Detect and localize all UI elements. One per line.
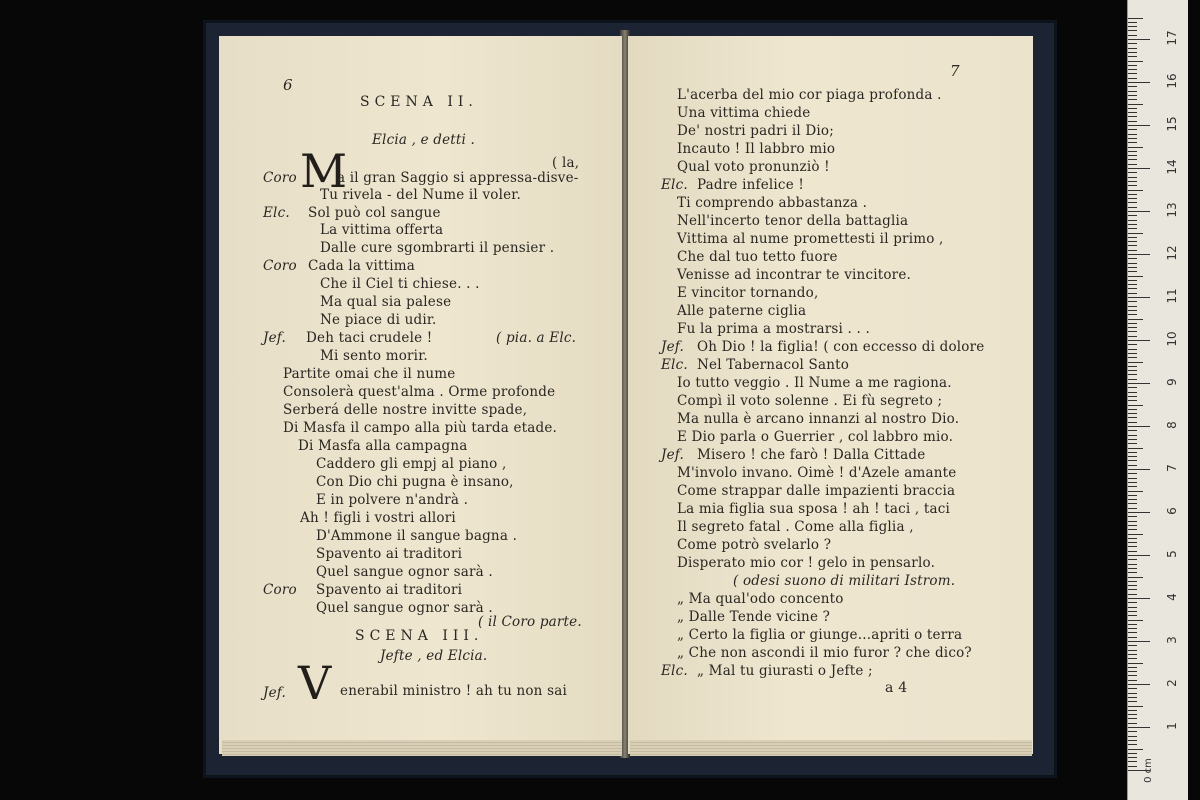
ruler-tick [1128, 254, 1150, 255]
ruler-tick [1128, 207, 1137, 208]
ruler-tick [1128, 650, 1137, 651]
ruler-tick [1128, 147, 1143, 148]
verse-line: enerabil ministro ! ah tu non sai [340, 683, 567, 699]
verse-line: Vittima al nume promettesti il primo , [677, 231, 944, 247]
ruler-tick [1128, 327, 1137, 328]
ruler-tick [1128, 233, 1143, 234]
ruler-tick [1128, 473, 1137, 474]
ruler-number: 16 [1165, 73, 1179, 89]
ruler-tick [1128, 392, 1137, 393]
verse-line: Deh taci crudele ! [306, 330, 433, 346]
ruler-tick [1128, 443, 1137, 444]
ruler-tick [1128, 680, 1137, 681]
page-edges-left [222, 740, 622, 756]
ruler-tick [1128, 409, 1137, 410]
ruler-tick [1128, 215, 1137, 216]
ruler-tick [1128, 620, 1143, 621]
ruler-tick [1128, 202, 1137, 203]
ruler-tick [1128, 69, 1137, 70]
ruler-tick [1128, 542, 1137, 543]
verse-line: ( odesi suono di militari Istrom. [733, 573, 956, 589]
ruler-tick [1128, 159, 1137, 160]
ruler-tick [1128, 602, 1137, 603]
ruler-tick [1128, 482, 1137, 483]
ruler-tick [1128, 383, 1150, 384]
scene-subtitle: Elcia , e detti . [372, 132, 476, 148]
ruler-tick [1128, 211, 1150, 212]
ruler-tick [1128, 396, 1137, 397]
ruler-tick [1128, 581, 1137, 582]
ruler-tick [1128, 134, 1137, 135]
verse-line: Misero ! che farò ! Dalla Cittade [697, 447, 926, 463]
ruler-number: 6 [1165, 507, 1179, 515]
ruler-tick [1128, 426, 1150, 427]
ruler-tick [1128, 288, 1137, 289]
verse-line: La vittima offerta [320, 222, 444, 238]
ruler-tick [1128, 512, 1150, 513]
verse-line: ( la, [552, 155, 580, 171]
ruler-tick [1128, 125, 1150, 126]
ruler-tick [1128, 245, 1137, 246]
ruler-tick [1128, 516, 1137, 517]
ruler-tick [1128, 26, 1137, 27]
ruler-tick [1128, 297, 1150, 298]
ruler-tick [1128, 637, 1137, 638]
measuring-ruler [1127, 0, 1188, 800]
ruler-tick [1128, 250, 1137, 251]
page-number-left: 6 [283, 76, 293, 94]
speaker-label: Coro [263, 582, 297, 598]
speaker-label: Elc. [661, 357, 688, 373]
ruler-tick [1128, 594, 1137, 595]
ruler-tick [1128, 465, 1137, 466]
ruler-tick [1128, 48, 1137, 49]
ruler-tick [1128, 615, 1137, 616]
ruler-tick [1128, 56, 1137, 57]
ruler-tick [1128, 91, 1137, 92]
ruler-tick [1128, 185, 1137, 186]
ruler-tick [1128, 241, 1137, 242]
ruler-tick [1128, 749, 1143, 750]
verse-line: Venisse ad incontrar te vincitore. [677, 267, 912, 283]
verse-line: Nell'incerto tenor della battaglia [677, 213, 909, 229]
ruler-tick [1128, 276, 1143, 277]
stage-direction: ( il Coro parte. [478, 614, 582, 630]
verse-line: Fu la prima a mostrarsi . . . [677, 321, 870, 337]
ruler-tick [1128, 293, 1137, 294]
speaker-label: Elc. [661, 663, 688, 679]
ruler-tick [1128, 284, 1137, 285]
ruler-tick [1128, 577, 1143, 578]
ruler-tick [1128, 374, 1137, 375]
ruler-tick [1128, 61, 1143, 62]
ruler-tick [1128, 323, 1137, 324]
ruler-tick [1128, 654, 1137, 655]
ruler-tick [1128, 78, 1137, 79]
scene-title: SCENA II. [360, 94, 478, 110]
ruler-tick [1128, 116, 1137, 117]
verse-line: M'involo invano. Oimè ! d'Azele amante [677, 465, 957, 481]
ruler-tick [1128, 706, 1143, 707]
ruler-tick [1128, 52, 1137, 53]
verse-line: Cada la vittima [308, 258, 415, 274]
ruler-tick [1128, 73, 1137, 74]
verse-line: Il segreto fatal . Come alla figlia , [677, 519, 914, 535]
stage-direction: ( pia. a Elc. [496, 330, 577, 346]
ruler-tick [1128, 499, 1137, 500]
ruler-tick [1128, 155, 1137, 156]
ruler-tick [1128, 486, 1137, 487]
ruler-tick [1128, 766, 1137, 767]
ruler-number: 11 [1165, 288, 1179, 304]
verse-line: a il gran Saggio si appressa-disve- [337, 170, 579, 186]
verse-line: Consolerà quest'alma . Orme profonde [283, 384, 556, 400]
verse-line: Con Dio chi pugna è insano, [316, 474, 514, 490]
ruler-tick [1128, 224, 1137, 225]
ruler-number: 15 [1165, 116, 1179, 132]
ruler-tick [1128, 564, 1137, 565]
ruler-tick [1128, 43, 1137, 44]
ruler-tick [1128, 301, 1137, 302]
ruler-tick [1128, 405, 1143, 406]
ruler-number: 5 [1165, 550, 1179, 558]
ruler-tick [1128, 258, 1137, 259]
ruler-tick [1128, 194, 1137, 195]
ruler-tick [1128, 697, 1137, 698]
ruler-tick [1128, 237, 1137, 238]
ruler-tick [1128, 667, 1137, 668]
ruler-tick [1128, 263, 1137, 264]
verse-line: „ Che non ascondi il mio furor ? che dico? [677, 645, 972, 661]
ruler-tick [1128, 370, 1137, 371]
ruler-tick [1128, 551, 1137, 552]
ruler-tick [1128, 95, 1137, 96]
ruler-number: 7 [1165, 464, 1179, 472]
verse-line: Come strappar dalle impazienti braccia [677, 483, 956, 499]
verse-line: Disperato mio cor ! gelo in pensarlo. [677, 555, 936, 571]
verse-line: Ma nulla è arcano innanzi al nostro Dio. [677, 411, 960, 427]
verse-line: Nel Tabernacol Santo [697, 357, 850, 373]
page-edges-right [630, 740, 1032, 756]
ruler-tick [1128, 65, 1137, 66]
ruler-tick [1128, 435, 1137, 436]
verse-line: „ Dalle Tende vicine ? [677, 609, 831, 625]
verse-line: Compì il voto solenne . Ei fù segreto ; [677, 393, 943, 409]
speaker-label: Elc. [263, 205, 290, 221]
ruler-tick [1128, 387, 1137, 388]
ruler-tick [1128, 331, 1137, 332]
ruler-tick [1128, 534, 1143, 535]
ruler-tick [1128, 675, 1137, 676]
ruler-tick [1128, 658, 1137, 659]
verse-line: Mi sento morir. [320, 348, 428, 364]
ruler-tick [1128, 701, 1137, 702]
ruler-tick [1128, 744, 1137, 745]
ruler-tick [1128, 555, 1150, 556]
ruler-tick [1128, 624, 1137, 625]
verse-line: Qual voto pronunziò ! [677, 159, 830, 175]
verse-line: Ne piace di udir. [320, 312, 437, 328]
verse-line: Quel sangue ognor sarà . [316, 564, 493, 580]
ruler-tick [1128, 572, 1137, 573]
speaker-label: Coro [263, 170, 297, 186]
ruler-tick [1128, 731, 1137, 732]
ruler-tick [1128, 693, 1137, 694]
ruler-tick [1128, 121, 1137, 122]
verse-line: Una vittima chiede [677, 105, 811, 121]
ruler-tick [1128, 142, 1137, 143]
ruler-unit: 0 cm [1142, 758, 1154, 783]
verse-line: L'acerba del mio cor piaga profonda . [677, 87, 942, 103]
ruler-tick [1128, 22, 1137, 23]
verse-line: Alle paterne ciglia [677, 303, 807, 319]
verse-line: Che il Ciel ti chiese. . . [320, 276, 480, 292]
verse-line: De' nostri padri il Dio; [677, 123, 834, 139]
verse-line: Di Masfa il campo alla più tarda etade. [283, 420, 558, 436]
ruler-number: 12 [1165, 245, 1179, 261]
ruler-tick [1128, 671, 1137, 672]
ruler-tick [1128, 645, 1137, 646]
speaker-label: Jef. [661, 447, 685, 463]
ruler-tick [1128, 172, 1137, 173]
drop-cap-v: V [298, 656, 332, 710]
ruler-tick [1128, 611, 1137, 612]
ruler-tick [1128, 757, 1137, 758]
ruler-tick [1128, 448, 1143, 449]
verse-line: Ti comprendo abbastanza . [677, 195, 868, 211]
ruler-tick [1128, 267, 1137, 268]
ruler-tick [1128, 271, 1137, 272]
verse-line: Spavento ai traditori [316, 582, 463, 598]
verse-line: Spavento ai traditori [316, 546, 463, 562]
ruler-tick [1128, 190, 1143, 191]
verse-line: „ Certo la figlia or giunge...apriti o terra [677, 627, 963, 643]
ruler-tick [1128, 598, 1150, 599]
ruler-number: 17 [1165, 30, 1179, 46]
ruler-tick [1128, 632, 1137, 633]
ruler-tick [1128, 585, 1137, 586]
verse-line: La mia figlia sua sposa ! ah ! taci , taci [677, 501, 951, 517]
verse-line: Caddero gli empj al piano , [316, 456, 507, 472]
ruler-tick [1128, 168, 1150, 169]
ruler-tick [1128, 112, 1137, 113]
ruler-tick [1128, 529, 1137, 530]
ruler-number: 8 [1165, 421, 1179, 429]
ruler-tick [1128, 108, 1137, 109]
verse-line: Sol può col sangue [308, 205, 441, 221]
ruler-tick [1128, 628, 1137, 629]
ruler-tick [1128, 568, 1137, 569]
verse-line: D'Ammone il sangue bagna . [316, 528, 518, 544]
ruler-tick [1128, 314, 1137, 315]
ruler-tick [1128, 723, 1137, 724]
ruler-tick [1128, 86, 1137, 87]
ruler-tick [1128, 39, 1150, 40]
verse-line: Ma qual sia palese [320, 294, 452, 310]
ruler-tick [1128, 491, 1143, 492]
ruler-tick [1128, 422, 1137, 423]
verse-line: Serberá delle nostre invitte spade, [283, 402, 528, 418]
ruler-tick [1128, 589, 1137, 590]
verse-line: Di Masfa alla campagna [298, 438, 468, 454]
ruler-tick [1128, 736, 1137, 737]
ruler-tick [1128, 710, 1137, 711]
verse-line: Dalle cure sgombrarti il pensier . [320, 240, 555, 256]
ruler-tick [1128, 336, 1137, 337]
ruler-tick [1128, 538, 1137, 539]
ruler-tick [1128, 559, 1137, 560]
ruler-tick [1128, 460, 1137, 461]
ruler-tick [1128, 740, 1137, 741]
ruler-tick [1128, 164, 1137, 165]
speaker-label: Coro [263, 258, 297, 274]
ruler-tick [1128, 362, 1143, 363]
ruler-number: 4 [1165, 593, 1179, 601]
speaker-label: Jef. [661, 339, 685, 355]
ruler-tick [1128, 18, 1143, 19]
verse-line: Io tutto veggio . Il Nume a me ragiona. [677, 375, 952, 391]
ruler-tick [1128, 379, 1137, 380]
signature-mark: a 4 [885, 680, 908, 696]
speaker-label: Elc. [661, 177, 688, 193]
ruler-tick [1128, 688, 1137, 689]
scene-title: SCENA III. [355, 628, 484, 644]
ruler-tick [1128, 607, 1137, 608]
ruler-tick [1128, 104, 1143, 105]
ruler-tick [1128, 30, 1137, 31]
ruler-tick [1128, 82, 1150, 83]
verse-line: Quel sangue ognor sarà . [316, 600, 493, 616]
ruler-tick [1128, 280, 1137, 281]
ruler-tick [1128, 151, 1137, 152]
ruler-tick [1128, 521, 1137, 522]
ruler-number: 3 [1165, 636, 1179, 644]
verse-line: E vincitor tornando, [677, 285, 819, 301]
ruler-tick [1128, 430, 1137, 431]
ruler-tick [1128, 714, 1137, 715]
ruler-tick [1128, 353, 1137, 354]
drop-cap-m: M [300, 144, 348, 198]
verse-line: Tu rivela - del Nume il voler. [320, 187, 521, 203]
verse-line: Partite omai che il nume [283, 366, 456, 382]
ruler-tick [1128, 319, 1143, 320]
ruler-tick [1128, 684, 1150, 685]
ruler-number: 13 [1165, 202, 1179, 218]
ruler-tick [1128, 727, 1150, 728]
ruler-tick [1128, 181, 1137, 182]
ruler-tick [1128, 220, 1137, 221]
verse-line: Come potrò svelarlo ? [677, 537, 832, 553]
ruler-tick [1128, 456, 1137, 457]
ruler-tick [1128, 641, 1150, 642]
ruler-tick [1128, 228, 1137, 229]
ruler-tick [1128, 366, 1137, 367]
ruler-tick [1128, 508, 1137, 509]
ruler-tick [1128, 340, 1150, 341]
verse-line: Incauto ! Il labbro mio [677, 141, 836, 157]
ruler-tick [1128, 138, 1137, 139]
verse-line: E in polvere n'andrà . [316, 492, 469, 508]
ruler-tick [1128, 129, 1137, 130]
speaker-label: Jef. [263, 330, 287, 346]
ruler-tick [1128, 452, 1137, 453]
ruler-tick [1128, 503, 1137, 504]
verse-line: „ Mal tu giurasti o Jefte ; [697, 663, 873, 679]
ruler-tick [1128, 177, 1137, 178]
ruler-number: 2 [1165, 679, 1179, 687]
ruler-number: 9 [1165, 378, 1179, 386]
ruler-number: 10 [1165, 331, 1179, 347]
scene-subtitle: Jefte , ed Elcia. [380, 648, 488, 664]
ruler-tick [1128, 306, 1137, 307]
ruler-tick [1128, 310, 1137, 311]
ruler-tick [1128, 546, 1137, 547]
page-number-right: 7 [950, 62, 960, 80]
verse-line: Oh Dio ! la figlia! ( con eccesso di dolore [697, 339, 985, 355]
ruler-tick [1128, 349, 1137, 350]
ruler-tick [1128, 495, 1137, 496]
ruler-tick [1128, 718, 1137, 719]
ruler-tick [1128, 469, 1150, 470]
ruler-tick [1128, 344, 1137, 345]
ruler-tick [1128, 400, 1137, 401]
ruler-number: 14 [1165, 159, 1179, 175]
ruler-tick [1128, 198, 1137, 199]
ruler-number: 1 [1165, 722, 1179, 730]
ruler-tick [1128, 413, 1137, 414]
ruler-tick [1128, 35, 1137, 36]
verse-line: Che dal tuo tetto fuore [677, 249, 838, 265]
ruler-tick [1128, 663, 1143, 664]
ruler-tick [1128, 761, 1137, 762]
ruler-tick [1128, 357, 1137, 358]
ruler-tick [1128, 99, 1137, 100]
verse-line: E Dio parla o Guerrier , col labbro mio. [677, 429, 954, 445]
ruler-tick [1128, 478, 1137, 479]
ruler-tick [1128, 439, 1137, 440]
ruler-tick [1128, 417, 1137, 418]
verse-line: Padre infelice ! [697, 177, 805, 193]
verse-line: „ Ma qual'odo concento [677, 591, 844, 607]
verse-line: Ah ! figli i vostri allori [300, 510, 456, 526]
ruler-tick [1128, 525, 1137, 526]
speaker-label: Jef. [263, 685, 287, 701]
ruler-tick [1128, 753, 1137, 754]
